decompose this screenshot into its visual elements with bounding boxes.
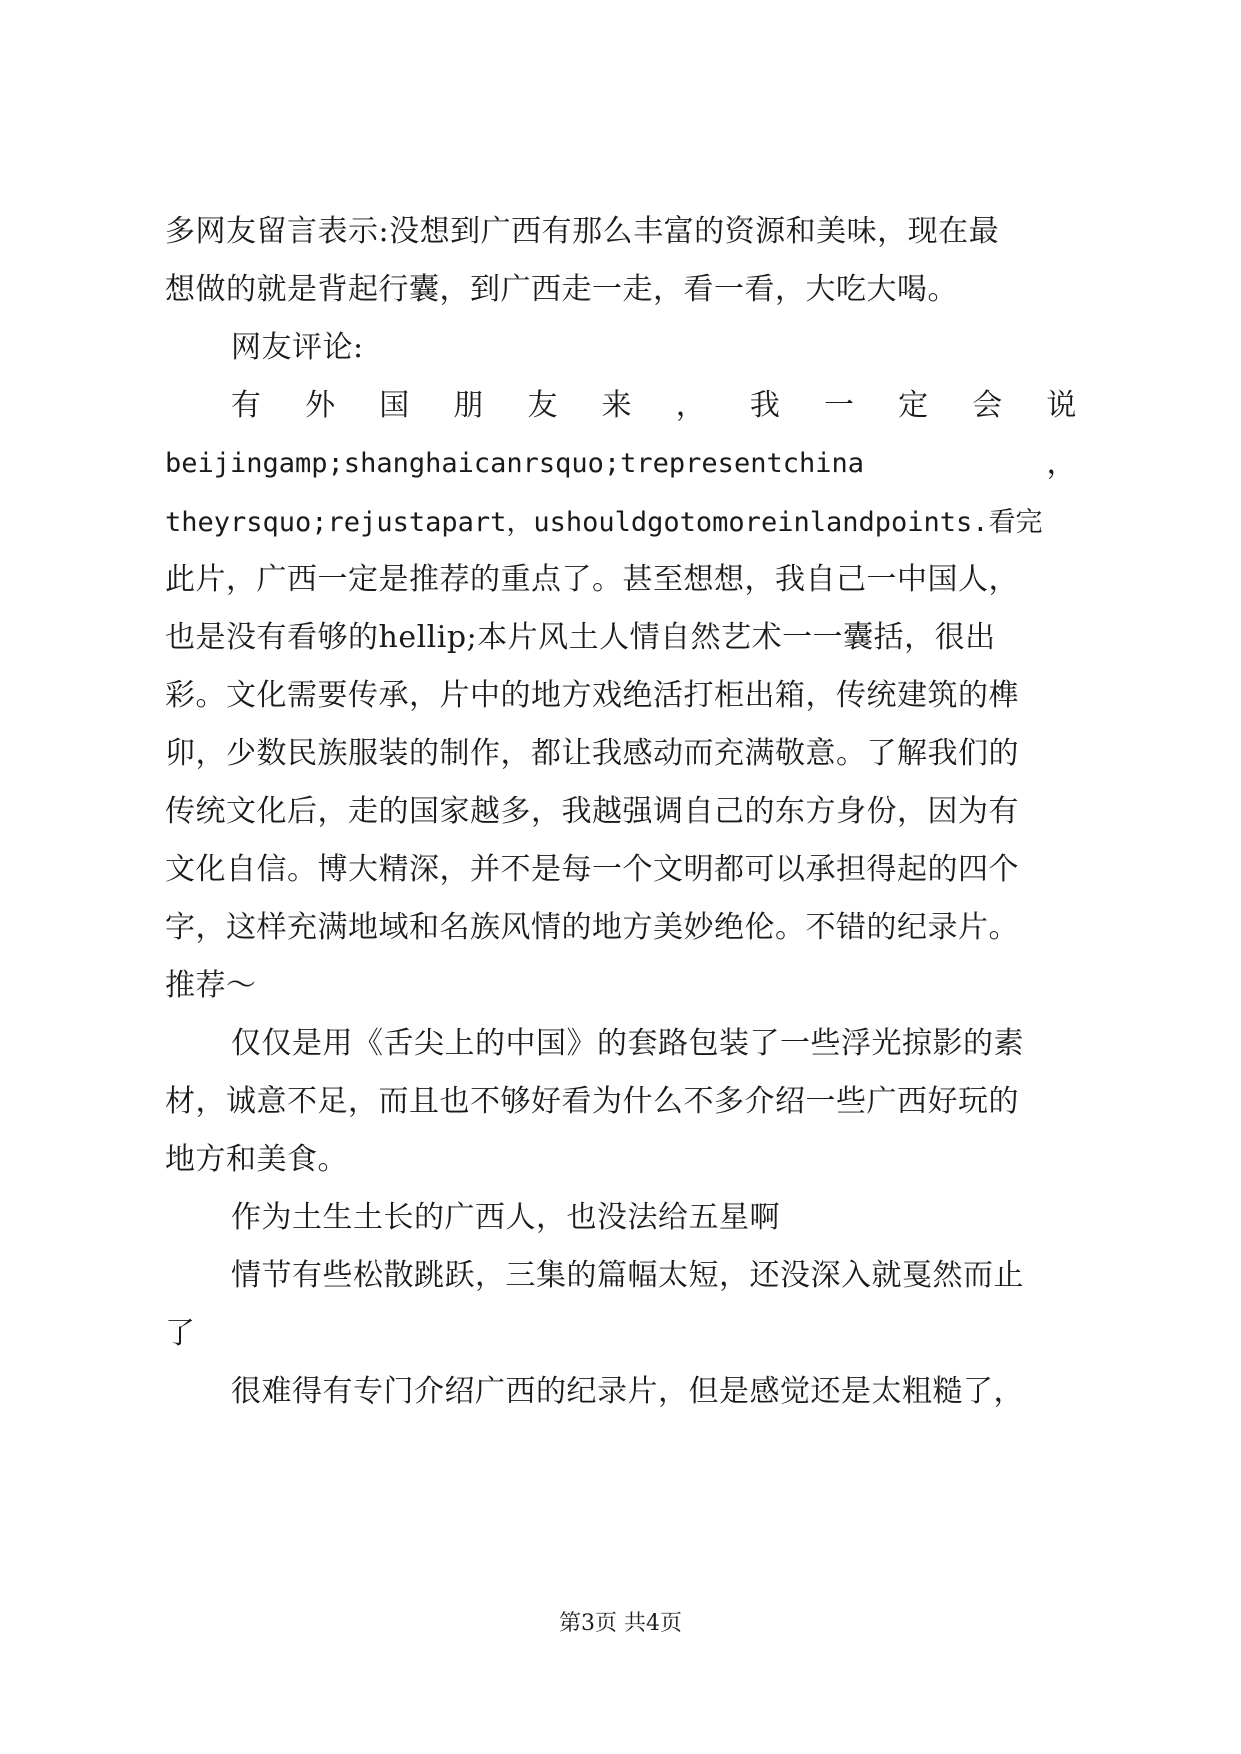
text-line: 此片，广西一定是推荐的重点了。甚至想想，我自己一中国人， xyxy=(165,562,1019,597)
spaced-char: 外 xyxy=(305,388,336,423)
text-line: 仅仅是用《舌尖上的中国》的套路包装了一些浮光掠影的素 xyxy=(231,1026,1024,1061)
text-line: 作为土生土长的广西人，也没法给五星啊 xyxy=(231,1200,780,1235)
spaced-char: 国 xyxy=(379,388,410,423)
text-line: 卯，少数民族服装的制作，都让我感动而充满敬意。了解我们的 xyxy=(165,736,1019,771)
page-footer: 第3页 共4页 xyxy=(559,1611,682,1636)
spaced-char: 来 xyxy=(601,388,633,423)
text-line: 了 xyxy=(165,1316,196,1351)
spaced-char: 有 xyxy=(231,388,262,423)
text-line xyxy=(165,493,1077,551)
text-line: 很难得有专门介绍广西的纪录片，但是感觉还是太粗糙了， xyxy=(231,1374,1024,1409)
text-line: 彩。文化需要传承，片中的地方戏绝活打柜出箱，传统建筑的榫 xyxy=(165,678,1019,713)
text-line xyxy=(165,435,1077,493)
spaced-char: 会 xyxy=(972,388,1003,423)
text-line: 文化自信。博大精深，并不是每一个文明都可以承担得起的四个 xyxy=(165,852,1019,887)
comma-text: ， xyxy=(1046,446,1077,481)
latin-text: theyrsquo;rejustapart，ushouldgotomoreinlandpoints.看完 xyxy=(165,507,1043,538)
latin-text: beijingamp;shanghaicanrsquo;trepresentchina xyxy=(165,448,864,479)
spaced-char: ， xyxy=(675,388,707,423)
text-line: 情节有些松散跳跃，三集的篇幅太短，还没深入就戛然而止 xyxy=(231,1258,1024,1293)
text-line: 传统文化后，走的国家越多，我越强调自己的东方身份，因为有 xyxy=(165,794,1019,829)
spaced-line xyxy=(165,377,1077,435)
spaced-char: 友 xyxy=(527,388,558,423)
spaced-char: 我 xyxy=(749,388,781,423)
text-line: 推荐～ xyxy=(165,968,257,1003)
document-body xyxy=(165,203,1077,1421)
text-line: 网友评论: xyxy=(231,330,364,365)
spaced-char: 说 xyxy=(1046,388,1077,423)
spaced-char: 定 xyxy=(898,388,929,423)
text-line: 也是没有看够的hellip;本片风土人情自然艺术一一囊括，很出 xyxy=(165,620,996,655)
spaced-char: 朋 xyxy=(453,388,484,423)
text-line: 想做的就是背起行囊，到广西走一走，看一看，大吃大喝。 xyxy=(165,272,958,307)
text-line: 多网友留言表示:没想到广西有那么丰富的资源和美味，现在最 xyxy=(165,214,1000,249)
text-line: 地方和美食。 xyxy=(165,1142,348,1177)
spaced-char: 一 xyxy=(824,388,855,423)
text-line: 材，诚意不足，而且也不够好看为什么不多介绍一些广西好玩的 xyxy=(165,1084,1019,1119)
text-line: 字，这样充满地域和名族风情的地方美妙绝伦。不错的纪录片。 xyxy=(165,910,1019,945)
